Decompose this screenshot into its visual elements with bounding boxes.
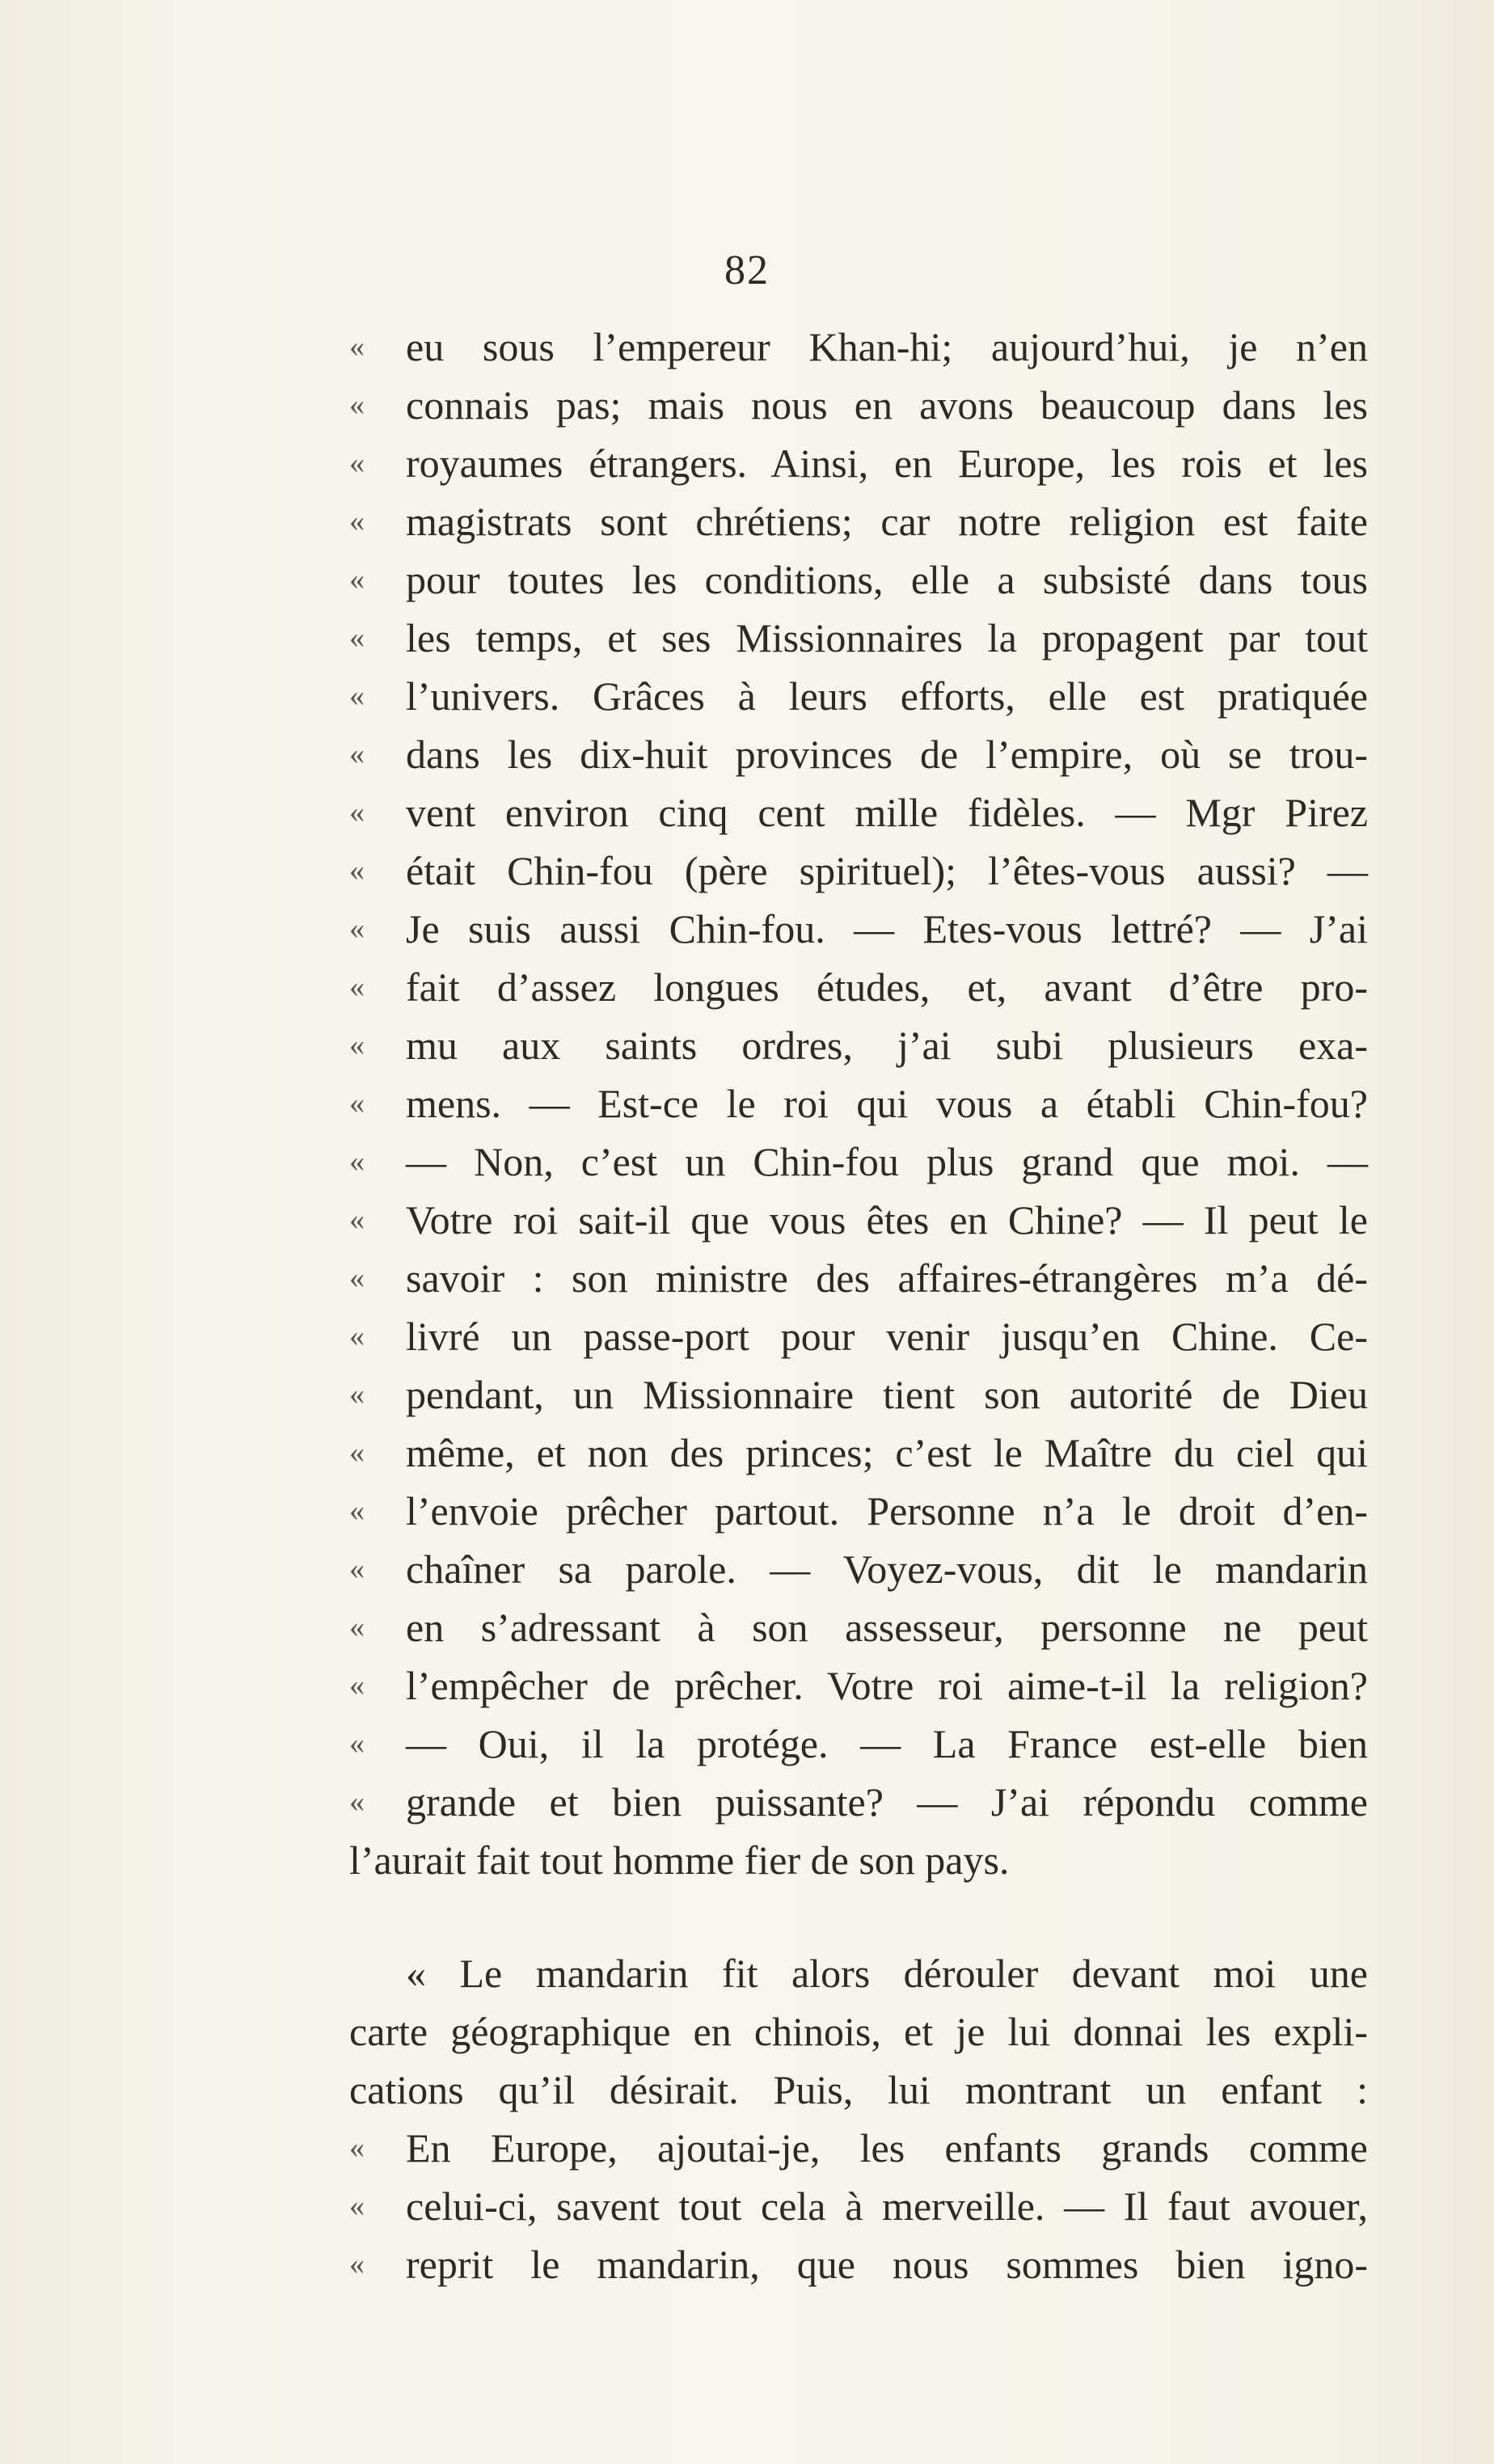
text-line [349,1598,1368,1656]
quote-mark: « [349,2189,365,2223]
line-text: fait d’assez longues études, et, avant d’être pro- [406,964,1368,1010]
quote-mark: « [349,1552,365,1586]
line-text: « Le mandarin fit alors dérouler devant moi une [406,1951,1368,1996]
text-line [349,551,1368,609]
line-text: Votre roi sait-il que vous êtes en Chine? — Il peut le [406,1197,1368,1243]
text-line [349,842,1368,900]
text-line [349,1249,1368,1307]
text-line [349,1540,1368,1598]
quote-mark: « [349,1145,365,1179]
line-text: mu aux saints ordres, j’ai subi plusieurs exa- [406,1023,1368,1068]
line-text: cations qu’il désirait. Puis, lui montrant un enfant : [349,2067,1368,2112]
quote-mark: « [349,1785,365,1819]
line-text: magistrats sont chrétiens; car notre religion est faite [406,499,1368,544]
text-line [349,725,1368,783]
text-line [349,1365,1368,1424]
quote-mark: « [349,621,365,655]
line-text: l’univers. Grâces à leurs efforts, elle est pratiquée [406,673,1368,719]
quote-mark: « [349,912,365,946]
quote-mark: « [349,2131,365,2165]
text-line [349,2002,1368,2061]
quote-mark: « [349,1028,365,1062]
text-line [349,1016,1368,1074]
line-text: l’empêcher de prêcher. Votre roi aime-t-il la religion? [406,1663,1368,1708]
text-line [349,2177,1368,2235]
line-text: reprit le mandarin, que nous sommes bien igno- [406,2242,1368,2287]
text-line [349,1944,1368,2002]
quote-mark: « [349,1494,365,1528]
quote-mark: « [349,388,365,422]
text-line [349,900,1368,958]
line-text: dans les dix-huit provinces de l’empire, où se trou- [406,732,1368,777]
text-line [349,1133,1368,1191]
line-text: l’aurait fait tout homme fier de son pays. [349,1837,1010,1883]
text-line [349,492,1368,551]
text-line [349,1715,1368,1773]
line-text: En Europe, ajoutai-je, les enfants grands comme [406,2125,1368,2171]
paragraph-gap [349,1889,1368,1944]
line-text: pour toutes les conditions, elle a subsisté dans tous [406,557,1368,602]
page-number: 82 [724,247,770,293]
text-line [349,958,1368,1016]
text-line [349,667,1368,725]
text-line [349,1191,1368,1249]
quote-mark: « [349,679,365,713]
quote-mark: « [349,970,365,1004]
paragraph-2 [349,1944,1368,2293]
text-line [349,2119,1368,2177]
quote-mark: « [349,1203,365,1237]
text-line [349,434,1368,492]
quote-mark: « [349,2247,365,2281]
text-line [349,376,1368,434]
text-line [349,1831,1368,1889]
line-text: pendant, un Missionnaire tient son autorité de Dieu [406,1372,1368,1417]
quote-mark: « [349,330,365,364]
quote-mark: « [349,1261,365,1295]
line-text: vent environ cinq cent mille fidèles. — Mgr Pirez [406,790,1368,835]
line-text: était Chin-fou (père spirituel); l’êtes-vous aussi? — [406,848,1368,893]
line-text: chaîner sa parole. — Voyez-vous, dit le mandarin [406,1546,1368,1592]
paragraph-1 [349,318,1368,1889]
line-text: livré un passe-port pour venir jusqu’en Chine. Ce- [406,1314,1368,1359]
quote-mark: « [349,504,365,538]
line-text: — Oui, il la protége. — La France est-elle bien [406,1721,1368,1766]
text-block [349,318,1368,2293]
quote-mark: « [349,563,365,597]
line-text: en s’adressant à son assesseur, personne ne peut [406,1605,1368,1650]
line-text: royaumes étrangers. Ainsi, en Europe, les rois et les [406,441,1368,486]
quote-mark: « [349,1378,365,1411]
quote-mark: « [349,446,365,480]
line-text: celui-ci, savent tout cela à merveille. — Il faut avouer, [406,2183,1368,2229]
quote-mark: « [349,1319,365,1353]
quote-mark: « [349,854,365,888]
line-text: même, et non des princes; c’est le Maître du ciel qui [406,1430,1368,1475]
quote-mark: « [349,1727,365,1761]
text-line [349,1656,1368,1715]
quote-mark: « [349,1610,365,1644]
text-line [349,1424,1368,1482]
text-line [349,1307,1368,1365]
text-line [349,318,1368,376]
quote-mark: « [349,1669,365,1702]
line-text: l’envoie prêcher partout. Personne n’a le droit d’en- [406,1488,1368,1534]
line-text: grande et bien puissante? — J’ai répondu comme [406,1779,1368,1825]
quote-mark: « [349,795,365,829]
line-text: — Non, c’est un Chin-fou plus grand que moi. — [406,1139,1368,1184]
text-line [349,783,1368,842]
line-text: Je suis aussi Chin-fou. — Etes-vous lettré? — J’ai [406,906,1368,951]
text-line [349,1482,1368,1540]
text-line [349,609,1368,667]
text-line [349,1074,1368,1133]
text-line [349,2235,1368,2293]
text-line [349,1773,1368,1831]
quote-mark: « [349,1086,365,1120]
quote-mark: « [349,737,365,771]
line-text: savoir : son ministre des affaires-étrangères m’a dé- [406,1255,1368,1301]
line-text: connais pas; mais nous en avons beaucoup dans les [406,382,1368,428]
line-text: les temps, et ses Missionnaires la propagent par tout [406,615,1368,660]
line-text: carte géographique en chinois, et je lui donnai les expli- [349,2009,1368,2054]
quote-mark: « [349,1436,365,1470]
line-text: eu sous l’empereur Khan-hi; aujourd’hui, je n’en [406,324,1368,369]
line-text: mens. — Est-ce le roi qui vous a établi Chin-fou? [406,1081,1368,1126]
text-line [349,2061,1368,2119]
